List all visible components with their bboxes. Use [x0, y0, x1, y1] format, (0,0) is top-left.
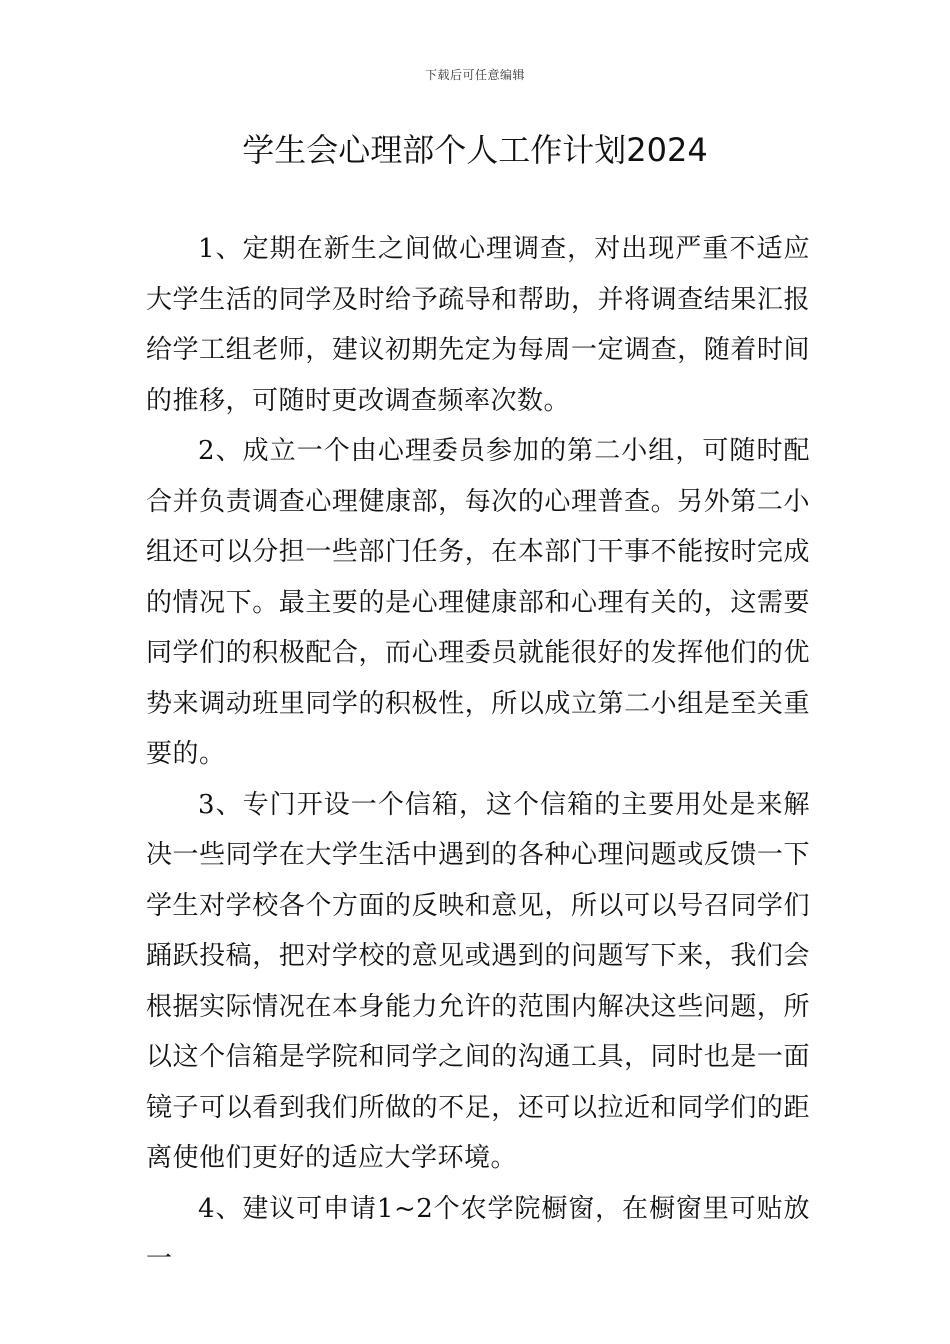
paragraph-4: 4、建议可申请1~2个农学院橱窗，在橱窗里可贴放一: [146, 1193, 810, 1274]
document-body: [146, 224, 810, 1285]
paragraph-2: 2、成立一个由心理委员参加的第二小组，可随时配合并负责调查心理健康部，每次的心理普查。另外第二小组还可以分担一些部门任务，在本部门干事不能按时完成的情况下。最主要的是心理健康部和心理有关的，这需要同学们的积极配合，而心理委员就能很好的发挥他们的优势来调动班里同学的积极性，所以成立第二小组是至关重要的。: [146, 436, 810, 769]
paragraph-1: 1、定期在新生之间做心理调查，对出现严重不适应大学生活的同学及时给予疏导和帮助，并将调查结果汇报给学工组老师，建议初期先定为每周一定调查，随着时间的推移，可随时更改调查频率次数。: [146, 234, 810, 416]
header-note: 下载后可任意编辑: [424, 68, 525, 82]
paragraph-3: 3、专门开设一个信箱，这个信箱的主要用处是来解决一些同学在大学生活中遇到的各种心理问题或反馈一下学生对学校各个方面的反映和意见，所以可以号召同学们踊跃投稿，把对学校的意见或遇到的问题写下来，我们会根据实际情况在本身能力允许的范围内解决这些问题，所以这个信箱是学院和同学之间的沟通工具，同时也是一面镜子可以看到我们所做的不足，还可以拉近和同学们的距离使他们更好的适应大学环境。: [146, 789, 810, 1173]
document-title: 学生会心理部个人工作计划2024: [242, 131, 708, 169]
